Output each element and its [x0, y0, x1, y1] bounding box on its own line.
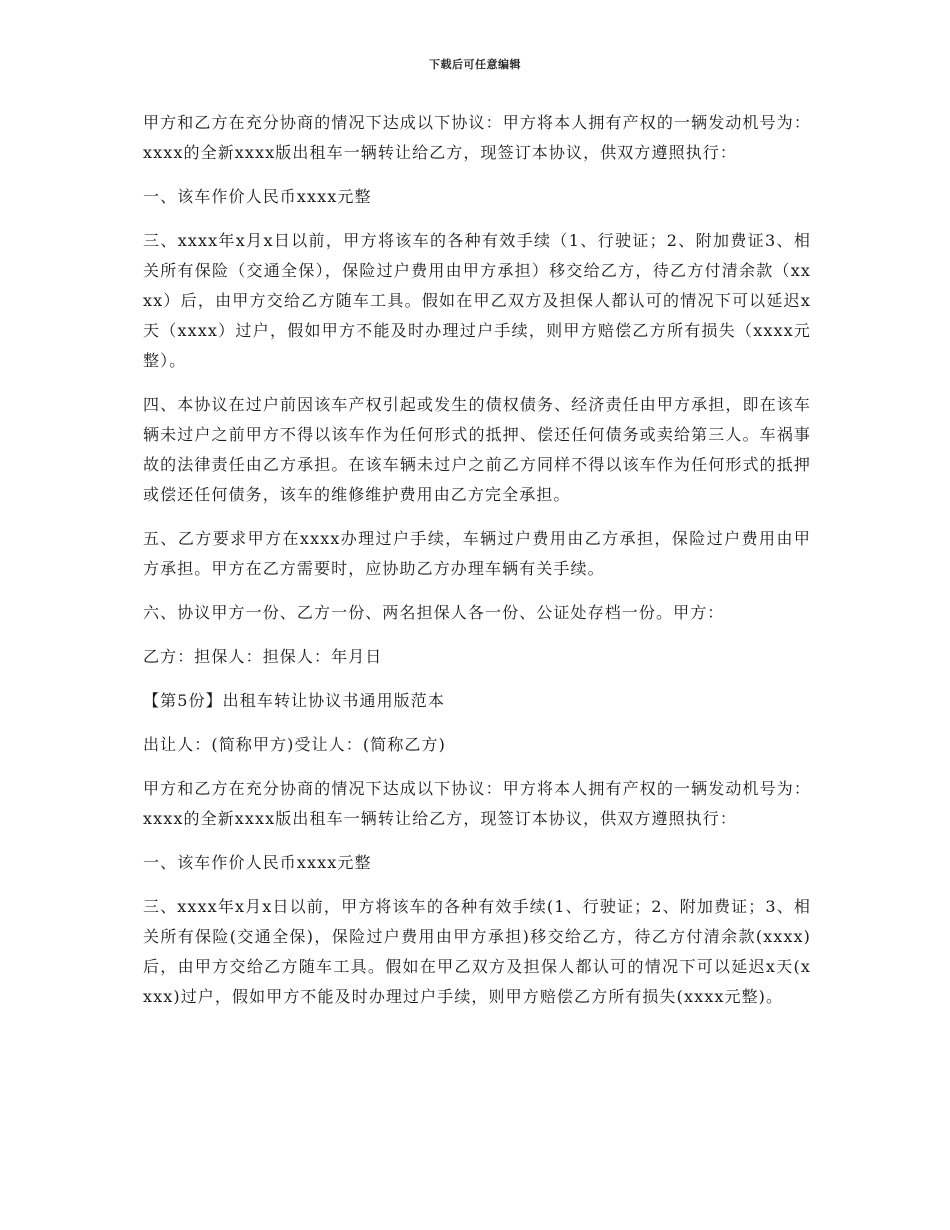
paragraph-clause-3: 三、xxxx年x月x日以前，甲方将该车的各种有效手续（1、行驶证；2、附加费证3、相关所有保险（交通全保），保险过户费用由甲方承担）移交给乙方，待乙方付清余款（xxxx）后，由甲方交给乙方随车工具。假如在甲乙双方及担保人都认可的情况下可以延迟x天（xxxx）过户，假如甲方不能及时办理过户手续，则甲方赔偿乙方所有损失（xxxx元整）。 [143, 231, 811, 370]
section-title: 【第5份】出租车转让协议书通用版范本 [143, 691, 445, 710]
paragraph-parties: 出让人：(简称甲方)受让人：(简称乙方) [143, 735, 446, 754]
paragraph-clause-5: 五、乙方要求甲方在xxxx办理过户手续，车辆过户费用由乙方承担，保险过户费用由甲方承担。甲方在乙方需要时，应协助乙方办理车辆有关手续。 [143, 529, 811, 578]
paragraph-clause-4: 四、本协议在过户前因该车产权引起或发生的债权债务、经济责任由甲方承担，即在该车辆未过户之前甲方不得以该车作为任何形式的抵押、偿还任何债务或卖给第三人。车祸事故的法律责任由乙方承担。在该车辆未过户之前乙方同样不得以该车作为任何形式的抵押或偿还任何债务，该车的维修维护费用由乙方完全承担。 [143, 395, 811, 504]
paragraph-clause-6: 六、协议甲方一份、乙方一份、两名担保人各一份、公证处存档一份。甲方： [143, 603, 725, 622]
document-body [143, 108, 811, 1026]
paragraph-clause-3-2: 三、xxxx年x月x日以前，甲方将该车的各种有效手续(1、行驶证；2、附加费证；3、相关所有保险(交通全保)，保险过户费用由甲方承担)移交给乙方，待乙方付清余款(xxxx)后，由甲方交给乙方随车工具。假如在甲乙双方及担保人都认可的情况下可以延迟x天(xxxx)过户，假如甲方不能及时办理过户手续，则甲方赔偿乙方所有损失(xxxx元整)。 [143, 897, 811, 1006]
paragraph-intro-2: 甲方和乙方在充分协商的情况下达成以下协议：甲方将本人拥有产权的一辆发动机号为：xxxx的全新xxxx版出租车一辆转让给乙方，现签订本协议，供双方遵照执行： [143, 779, 811, 828]
paragraph-signatures: 乙方：担保人：担保人：年月日 [143, 647, 383, 666]
page-header: 下载后可任意编辑 [429, 58, 521, 71]
paragraph-intro: 甲方和乙方在充分协商的情况下达成以下协议：甲方将本人拥有产权的一辆发动机号为：xxxx的全新xxxx版出租车一辆转让给乙方，现签订本协议，供双方遵照执行： [143, 113, 811, 162]
paragraph-price: 一、该车作价人民币xxxx元整 [143, 187, 372, 206]
paragraph-price-2: 一、该车作价人民币xxxx元整 [143, 853, 372, 872]
